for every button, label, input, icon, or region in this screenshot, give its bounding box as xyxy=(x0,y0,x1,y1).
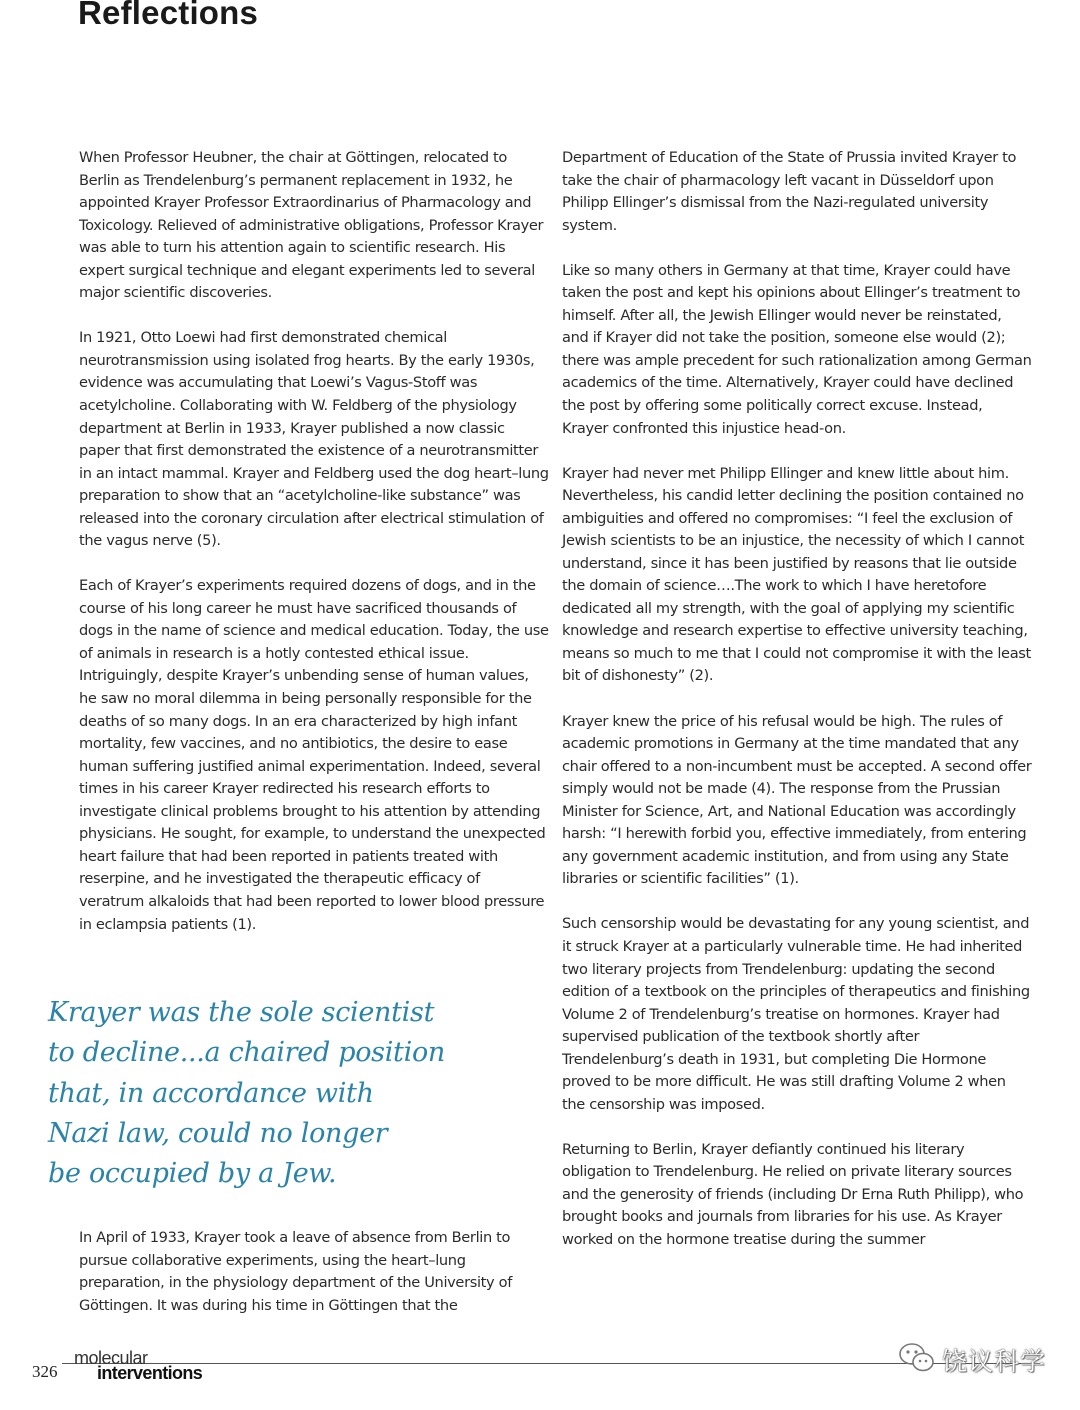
wechat-icon xyxy=(898,1342,936,1378)
pull-quote xyxy=(48,993,468,1194)
journal-name-top: molecular xyxy=(74,1348,148,1368)
left-column-bottom xyxy=(79,1227,549,1340)
paragraph: Department of Education of the State of Prussia invited Krayer to take the chair of pharmacology left vacant in Düsseldorf upon Philipp Ellinger’s dismissal from the Nazi-regulated university system. xyxy=(562,149,1017,234)
watermark xyxy=(898,1342,1046,1378)
paragraph: Returning to Berlin, Krayer defiantly continued his literary obligation to Trendelenburg. He relied on private literary sources and the generosity of friends (including Dr Erna Ruth Philipp), who brought books and journals from libraries for his use. As Krayer worked on the hormone treatise during the summer xyxy=(562,1140,1024,1249)
watermark-text: 饶议科学 xyxy=(942,1347,1047,1376)
page-number: 326 xyxy=(32,1362,58,1381)
paragraph: In April of 1933, Krayer took a leave of absence from Berlin to pursue collaborative experiments, using the heart–lung preparation, in the physiology department of the University of Göttingen. It was during his time in Göttingen that the xyxy=(79,1229,512,1314)
paragraph: Krayer had never met Philipp Ellinger and knew little about him. Nevertheless, his candid letter declining the position contained no ambiguities and offered no compromises: “I feel the exclusion of Jewish scientists to be an injustice, the necessity of which I cannot understand, since it has been justified by reasons that lie outside the domain of science….The work to which I have heretofore dedicated all my strength, with the goal of applying my scientific knowledge and research expertise to effective university teaching, means so much to me that I could not compromise it with the least bit of dishonesty” (2). xyxy=(562,464,1031,685)
paragraph: Like so many others in Germany at that time, Krayer could have taken the post and kept his opinions about Ellinger’s treatment to himself. After all, the Jewish Ellinger would never be reinstated, and if Krayer did not take the position, someone else would (2); there was ample precedent for such rationalization among German academics of the time. Alternatively, Krayer could have declined the post by offering some politically correct excuse. Instead, Krayer confronted this injustice head-on. xyxy=(562,261,1032,437)
paragraph: Krayer knew the price of his refusal would be high. The rules of academic promotions in Germany at the time mandated that any chair offered to a non-incumbent must be accepted. A second offer simply would not be made (4). The response from the Prussian Minister for Science, Art, and National Education was accordingly harsh: “I herewith forbid you, effective immediately, from entering any government academic institution, and from using any State libraries or scientific facilities” (1). xyxy=(562,712,1032,888)
paragraph: Such censorship would be devastating for any young scientist, and it struck Krayer at a particularly vulnerable time. He had inherited two literary projects from Trendelenburg: updating the second edition of a textbook on the principles of therapeutics and finishing Volume 2 of Trendelenburg’s treatise on hormones. Krayer had supervised publication of the textbook shortly after Trendelenburg’s death in 1931, but completing Die Hormone proved to be more difficult. He was still drafting Volume 2 when the censorship was imposed. xyxy=(562,915,1030,1113)
paragraph: Each of Krayer’s experiments required dozens of dogs, and in the course of his long career he must have sacrificed thousands of dogs in the name of science and medical education. Today, the use of animals in research is a hotly contested ethical issue. Intriguingly, despite Krayer’s unbending sense of human values, he saw no moral dilemma in being personally responsible for the deaths of so many dogs. In an era characterized by high infant mortality, few vaccines, and no antibiotics, the desire to ease human suffering justified animal experimentation. Indeed, several times in his career Krayer redirected his research efforts to investigate clinical problems brought to his attention by attending physicians. He sought, for example, to understand the unexpected heart failure that had been reported in patients treated with reserpine, and he investigated the therapeutic efficacy of veratrum alkaloids that had been reported to lower blood pressure in eclampsia patients (1). xyxy=(79,577,549,933)
pull-quote-line: Krayer was the sole scientist xyxy=(48,997,435,1028)
left-column xyxy=(79,147,549,959)
journal-logo xyxy=(74,1348,234,1384)
right-column xyxy=(562,147,1032,1274)
section-title: Reflections xyxy=(78,0,259,31)
pull-quote-line: Nazi law, could no longer xyxy=(48,1117,388,1149)
pull-quote-line: to decline...a chaired position xyxy=(48,1037,445,1069)
paragraph: In 1921, Otto Loewi had first demonstrated chemical neurotransmission using isolated frog hearts. By the early 1930s, evidence was accumulating that Loewi’s Vagus-Stoff was acetylcholine. Collaborating with W. Feldberg of the physiology department at Berlin in 1933, Krayer published a now classic paper that first demonstrated the existence of a neurotransmitter in an intact mammal. Krayer and Feldberg used the dog heart–lung preparation to show that an “acetylcholine-like substance” was released into the coronary circulation after electrical stimulation of the vagus nerve (5). xyxy=(79,329,549,550)
journal-name-bottom: interventions xyxy=(97,1363,203,1383)
pull-quote-line: that, in accordance with xyxy=(48,1077,374,1109)
pull-quote-line: be occupied by a Jew. xyxy=(48,1158,337,1190)
paragraph: When Professor Heubner, the chair at Göttingen, relocated to Berlin as Trendelenburg’s permanent replacement in 1932, he appointed Krayer Professor Extraordinarius of Pharmacology and Toxicology. Relieved of administrative obligations, Professor Krayer was able to turn his attention again to scientific research. His expert surgical technique and elegant experiments led to several major scientific discoveries. xyxy=(79,149,544,302)
